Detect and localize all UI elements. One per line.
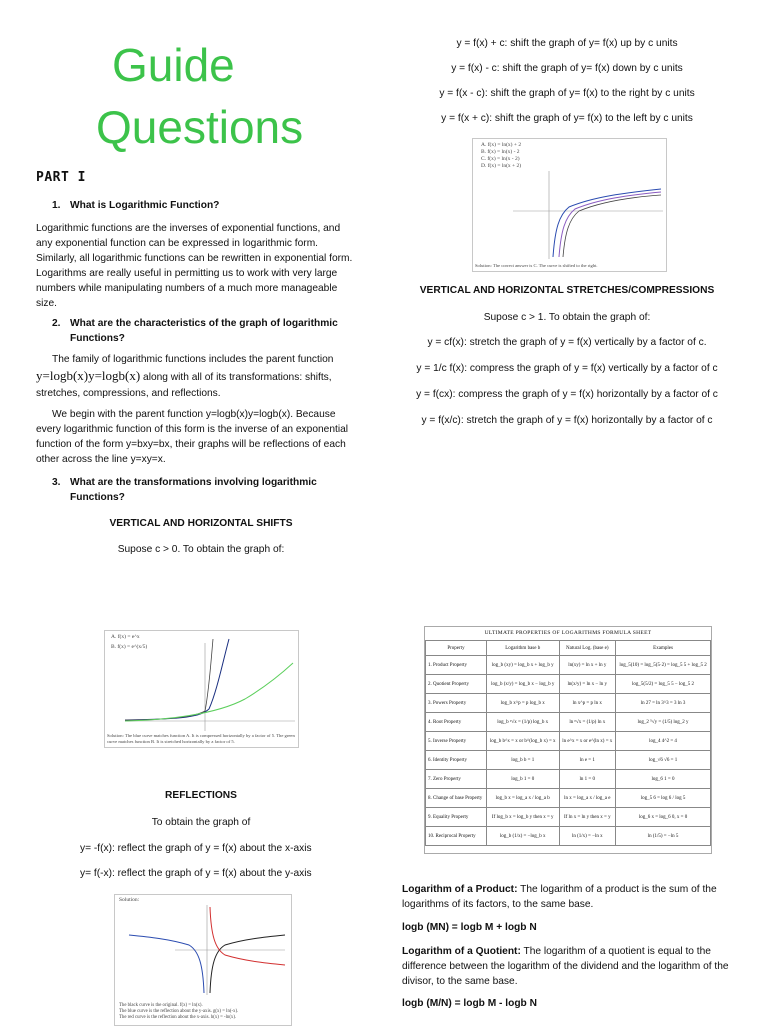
compress-vertical: y = 1/c f(x): compress the graph of y = f(x) vertically by a factor of c [416,363,718,374]
table-cell: log_5 6 = log 6 / log 5 [616,789,711,808]
table-row [426,656,711,675]
reflection-caption-1: The black curve is the original. f(x) = ln(x). [119,1003,203,1008]
table-cell: log_6 1 = 0 [616,770,711,789]
table-row [426,675,711,694]
table-header: Property [426,641,487,656]
exponential-stretch-graph [105,631,298,747]
log-properties-sheet [424,626,712,854]
title-line-1: Guide [112,39,235,91]
reflection-caption-2: The blue curve is the reflection about the y-axis. g(x) = ln(-x). [119,1009,239,1014]
table-cell: log_b (1/x) = −log_b x [486,827,559,846]
log-quotient-label: Logarithm of a Quotient: [402,946,521,957]
table-row [426,770,711,789]
table-header: Natural Log. (base e) [559,641,616,656]
log-shift-legend-a: A. f(x) = ln(x) + 2 [481,142,522,148]
table-cell: 7. Zero Property [426,770,487,789]
table-header-row [426,641,711,656]
table-header: Logarithm base b [486,641,559,656]
table-cell: ln(x/y) = ln x − ln y [559,675,616,694]
table-cell: log_b (x/y) = log_b x − log_b y [486,675,559,694]
part-heading: PART I [36,170,86,185]
table-cell: log_b x^p = p log_b x [486,694,559,713]
figure-legend-b: B. f(x) = e^(x/5) [111,644,148,650]
table-cell: 2. Quotient Property [426,675,487,694]
table-cell: log_2 ⁵√y = (1/5) log_2 y [616,713,711,732]
log-quotient-formula: logb (M/N) = logb M - logb N [402,998,537,1009]
table-cell: ln x = log_a x / log_a e [559,789,616,808]
table-cell: log_b ᵖ√x = (1/p) log_b x [486,713,559,732]
paragraph-2-text-a: The family of logarithmic functions includes the parent function [52,354,334,365]
table-cell: 10. Reciprocal Property [426,827,487,846]
table-row [426,694,711,713]
shift-left: y = f(x + c): shift the graph of y= f(x) to the left by c units [441,113,693,124]
table-cell: log_b b = 1 [486,751,559,770]
log-product-formula: logb (MN) = logb M + logb N [402,922,537,933]
log-product-label: Logarithm of a Product: [402,884,518,895]
table-cell: log_b x = log_a x / log_a b [486,789,559,808]
q1-heading: What is Logarithmic Function? [70,200,220,211]
paragraph-2 [36,352,354,402]
table-row [426,827,711,846]
table-cell: log_√6 √6 = 1 [616,751,711,770]
log-properties-table [425,640,711,846]
exponential-stretch-figure [104,630,299,748]
log-quotient-paragraph [402,944,742,989]
table-cell: ln ᵖ√x = (1/p) ln x [559,713,616,732]
table-row [426,808,711,827]
table-cell: log_b b^x = x or b^(log_b x) = x [486,732,559,751]
log-product-text: The logarithm of a product is the sum of the logarithms of its factors, to the same base. [402,884,717,910]
table-cell: 3. Powers Property [426,694,487,713]
table-cell: log_5(10) = log_5(5·2) = log_5 5 + log_5 2 [616,656,711,675]
reflection-y-axis: y= f(-x): reflect the graph of y = f(x) about the y-axis [80,868,312,879]
title-line-2: Questions [96,101,304,153]
stretch-vertical: y = cf(x): stretch the graph of y = f(x) vertically by a factor of c. [427,337,707,348]
table-cell: log_6 x = log_6 0, x = 0 [616,808,711,827]
table-cell: If log_b x = log_b y then x = y [486,808,559,827]
shift-down: y = f(x) - c: shift the graph of y= f(x) down by c units [451,63,683,74]
log-quotient-text: The logarithm of a quotient is equal to the difference between the logarithm of the dividend and the logarithm of the divisor, to the same base. [402,946,729,987]
reflection-caption-3: The red curve is the reflection about the x-axis. h(x) = -ln(x). [119,1015,237,1020]
reflections-intro: To obtain the graph of [151,817,251,828]
q1-number: 1. [52,200,61,211]
figure-legend-a: A. f(x) = e^x [111,634,140,640]
log-shift-caption: Solution: The correct answer is C. The curve is shifted to the right. [475,263,598,268]
table-header: Examples [616,641,711,656]
table-cell: ln x^p = p ln x [559,694,616,713]
table-cell: ln (1/x) = −ln x [559,827,616,846]
log-shift-graph [473,139,666,271]
log-product-paragraph [402,882,742,912]
paragraph-2-math: y=logb(x)y=logb(x) [36,368,141,383]
stretch-intro: Supose c > 1. To obtain the graph of: [483,312,651,323]
table-cell: ln 27 = ln 3^3 = 3 ln 3 [616,694,711,713]
table-row [426,751,711,770]
table-cell: 1. Product Property [426,656,487,675]
table-cell: log_b (xy) = log_b x + log_b y [486,656,559,675]
q2-heading: What are the characteristics of the graph of logarithmic Functions? [70,318,338,344]
table-body [426,656,711,846]
table-cell: 5. Inverse Property [426,732,487,751]
paragraph-1: Logarithmic functions are the inverses of exponential functions, and any exponential function can be expressed in logarithmic form. Similarly, all logarithmic functions can be rewritten in exponential form. Logarithms are really useful in permitting us to work with very large numbers while manipulating numbers of a much more manageable size. [36,223,353,309]
shifts-heading: VERTICAL AND HORIZONTAL SHIFTS [109,518,293,529]
stretch-heading: VERTICAL AND HORIZONTAL STRETCHES/COMPRESSIONS [419,285,715,296]
table-cell: 8. Change of base Property [426,789,487,808]
table-cell: ln e = 1 [559,751,616,770]
shifts-intro: Supose c > 0. To obtain the graph of: [117,544,285,555]
stretch-horizontal: y = f(x/c): stretch the graph of y = f(x) horizontally by a factor of c [421,415,713,426]
table-title: ULTIMATE PROPERTIES OF LOGARITHMS FORMULA SHEET [484,630,652,636]
shift-right: y = f(x - c): shift the graph of y= f(x) to the right by c units [439,88,695,99]
table-cell: log_5(5/2) = log_5 5 − log_5 2 [616,675,711,694]
paragraph-2-text-b: along with all of its transformations: shifts, stretches, compressions, and reflections. [36,372,332,399]
table-cell: 9. Equality Property [426,808,487,827]
table-cell: 6. Identity Property [426,751,487,770]
table-cell: 4. Root Property [426,713,487,732]
log-shift-legend-c: C. f(x) = ln(x - 2) [481,156,520,162]
paragraph-3: We begin with the parent function y=logb(x)y=logb(x). Because every logarithmic function of this form is the inverse of an exponential function of the form y=bxy=bx, their graphs will be reflections of each other across the line y=xy=x. [36,409,349,465]
table-cell: log_b 1 = 0 [486,770,559,789]
table-row [426,713,711,732]
reflection-x-axis: y= -f(x): reflect the graph of y = f(x) about the x-axis [80,843,312,854]
table-cell: ln 1 = 0 [559,770,616,789]
table-row [426,789,711,808]
table-cell: ln(xy) = ln x + ln y [559,656,616,675]
log-shift-legend-b: B. f(x) = ln(x) - 2 [481,149,520,155]
reflection-figure-label: Solution: [119,897,140,903]
figure-caption: Solution: The blue curve matches function A. It is compressed horizontally by a factor of 5. The green curve matches function B. It is stretched horizontally by a factor of 5. [107,733,295,744]
shift-up: y = f(x) + c: shift the graph of y= f(x) up by c units [456,38,678,49]
q2-number: 2. [52,318,61,329]
log-shift-legend-d: D. f(x) = ln(x + 2) [481,163,522,169]
reflections-heading: REFLECTIONS [165,790,237,801]
table-cell: ln e^x = x or e^(ln x) = x [559,732,616,751]
q3-heading: What are the transformations involving logarithmic Functions? [70,477,317,503]
compress-horizontal: y = f(cx): compress the graph of y = f(x) horizontally by a factor of c [416,389,718,400]
table-cell: ln (1/5) = −ln 5 [616,827,711,846]
table-cell: If ln x = ln y then x = y [559,808,616,827]
reflection-figure [114,894,292,1026]
table-row [426,732,711,751]
log-shift-figure [472,138,667,272]
table-cell: log_4 4^2 = 4 [616,732,711,751]
q3-number: 3. [52,477,61,488]
